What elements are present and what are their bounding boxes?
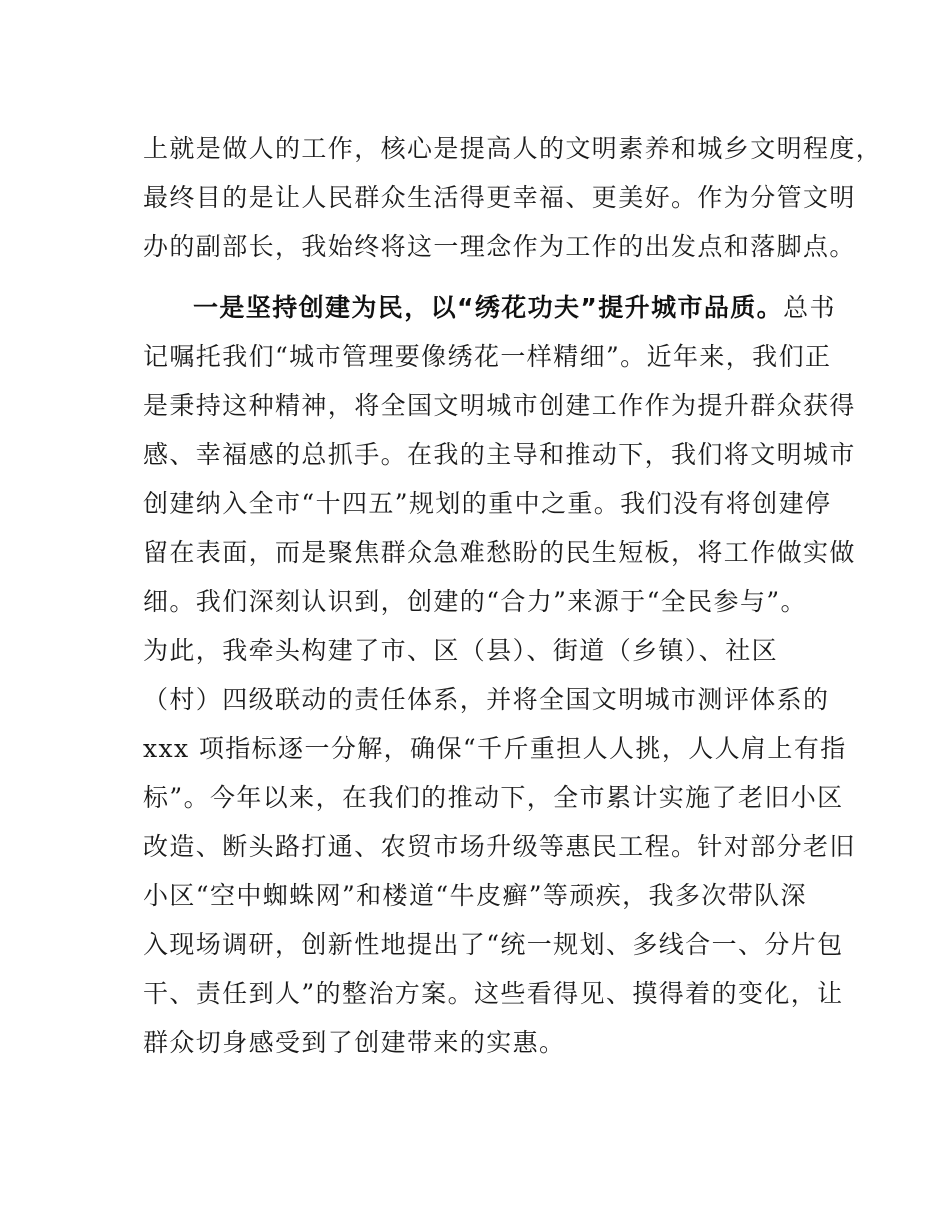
text-line: 最终目的是让人民群众生活得更幸福、更美好。作为分管文明 (143, 183, 856, 212)
text-line: 小区“空中蜘蛛网”和楼道“牛皮癣”等顽疾，我多次带队深 (143, 881, 807, 910)
section-heading: 一是坚持创建为民，以“绣花功夫”提升城市品质。 (193, 293, 784, 322)
text-line: 细。我们深刻认识到，创建的“合力”来源于“全民参与”。 (143, 587, 807, 616)
text-line: 为此，我牵头构建了市、区（县）、街道（乡镇）、社区 (143, 636, 779, 665)
text-line: xxx 项指标逐一分解，确保“千斤重担人人挑，人人肩上有指 (143, 734, 847, 763)
paragraph-2 (143, 283, 856, 1067)
paragraph-1 (143, 124, 883, 271)
text-line: 留在表面，而是聚焦群众急难愁盼的民生短板，将工作做实做 (143, 538, 856, 567)
text-line: 办的副部长，我始终将这一理念作为工作的出发点和落脚点。 (143, 232, 856, 261)
text-line: 创建纳入全市“十四五”规划的重中之重。我们没有将创建停 (143, 489, 832, 518)
text-line: 入现场调研，创新性地提出了“统一规划、多线合一、分片包 (143, 930, 844, 959)
text-line: 是秉持这种精神，将全国文明城市创建工作作为提升群众获得 (143, 391, 856, 420)
text-line: 标”。今年以来，在我们的推动下，全市累计实施了老旧小区 (143, 783, 844, 812)
paragraph-2-first-line (143, 283, 836, 332)
text-line: 上就是做人的工作，核心是提高人的文明素养和城乡文明程度， (143, 134, 883, 163)
text-run: 总书 (783, 293, 836, 322)
text-line: 改造、断头路打通、农贸市场升级等惠民工程。针对部分老旧 (143, 832, 856, 861)
text-line: 记嘱托我们“城市管理要像绣花一样精细”。近年来，我们正 (143, 342, 832, 371)
text-line: （村）四级联动的责任体系，并将全国文明城市测评体系的 (143, 685, 830, 714)
text-line: 群众切身感受到了创建带来的实惠。 (143, 1028, 566, 1057)
text-line: 感、幸福感的总抓手。在我的主导和推动下，我们将文明城市 (143, 440, 856, 469)
text-line: 干、责任到人”的整治方案。这些看得见、摸得着的变化，让 (143, 979, 844, 1008)
